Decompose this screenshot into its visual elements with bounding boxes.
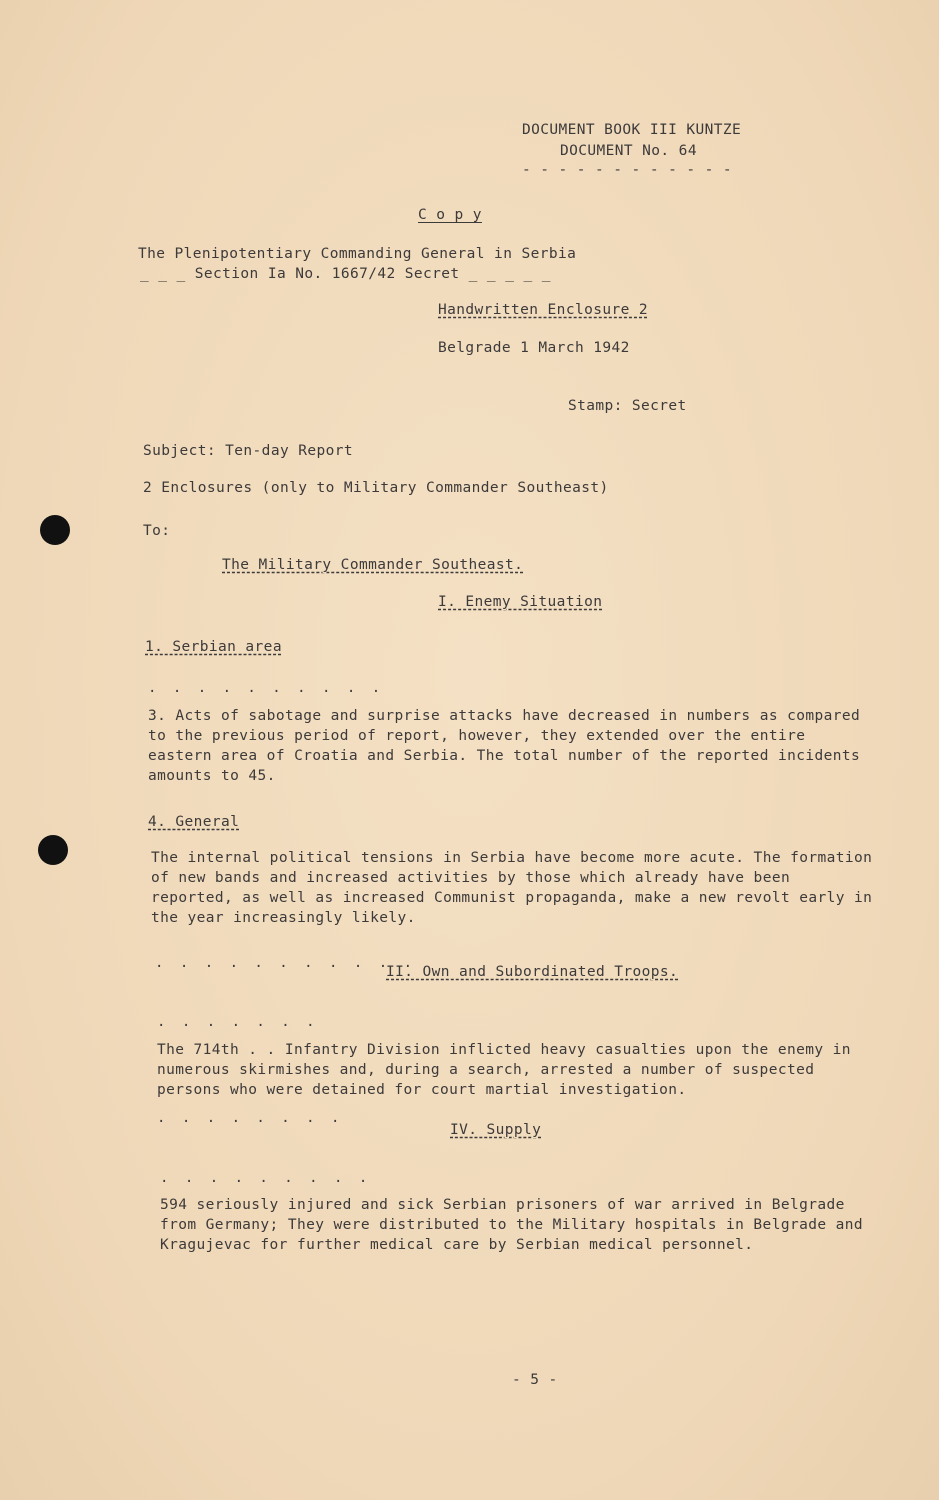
- omission-dots: . . . . . . .: [157, 1014, 319, 1030]
- stamp-note: Stamp: Secret: [568, 398, 687, 414]
- enclosures-line: 2 Enclosures (only to Military Commander Southeast): [143, 480, 609, 496]
- copy-label: C o p y: [418, 207, 482, 223]
- header-rule: - - - - - - - - - - - -: [522, 162, 732, 178]
- section-reference: _ _ _ Section Ia No. 1667/42 Secret _ _ _ _ _: [140, 266, 551, 282]
- paragraph-714th-division: The 714th . . Infantry Division inflicted heavy casualties upon the enemy in numerous skirmishes and, during a search, arrested a number of suspected persons who were detained for court martial investigation.: [157, 1042, 851, 1098]
- omission-dots: . . . . . . . . .: [160, 1170, 372, 1186]
- paragraph-political-tensions: The internal political tensions in Serbia have become more acute. The formation of new bands and increased activities by those which already have been reported, as well as increased Communist propaganda, make a new revolt early in the year increasingly likely.: [151, 850, 873, 926]
- subsection-general: 4. General: [148, 814, 240, 830]
- place-date: Belgrade 1 March 1942: [438, 340, 630, 356]
- paragraph-prisoners-of-war: 594 seriously injured and sick Serbian prisoners of war arrived in Belgrade from Germany; They were distributed to the Military hospitals in Belgrade and Kragujevac for further medical care by Serbian medical personnel.: [160, 1197, 863, 1253]
- section-title-supply: IV. Supply: [450, 1122, 542, 1138]
- section-title-enemy-situation: I. Enemy Situation: [438, 594, 603, 610]
- punch-hole-top: [40, 515, 70, 545]
- document-number: DOCUMENT No. 64: [560, 143, 697, 159]
- document-book-header: DOCUMENT BOOK III KUNTZE: [522, 122, 742, 138]
- punch-hole-bottom: [38, 835, 68, 865]
- omission-dots: . . . . . . . .: [157, 1110, 344, 1126]
- omission-dots: . . . . . . . . . . .: [155, 955, 417, 971]
- paragraph-sabotage: 3. Acts of sabotage and surprise attacks have decreased in numbers as compared to the previous period of report, however, they extended over the entire eastern area of Croatia and Serbia. The total number of the reported incidents amounts to 45.: [148, 708, 861, 784]
- subsection-serbian-area: 1. Serbian area: [145, 639, 282, 655]
- page-number: - 5 -: [512, 1372, 558, 1388]
- to-label: To:: [143, 523, 171, 539]
- omission-dots: . . . . . . . . . .: [148, 680, 385, 696]
- section-title-own-troops: II. Own and Subordinated Troops.: [386, 964, 679, 980]
- addressee: The Military Commander Southeast.: [222, 557, 524, 573]
- enclosure-note: Handwritten Enclosure 2: [438, 302, 648, 318]
- sender-line: The Plenipotentiary Commanding General in Serbia: [138, 246, 577, 262]
- subject-line: Subject: Ten-day Report: [143, 443, 353, 459]
